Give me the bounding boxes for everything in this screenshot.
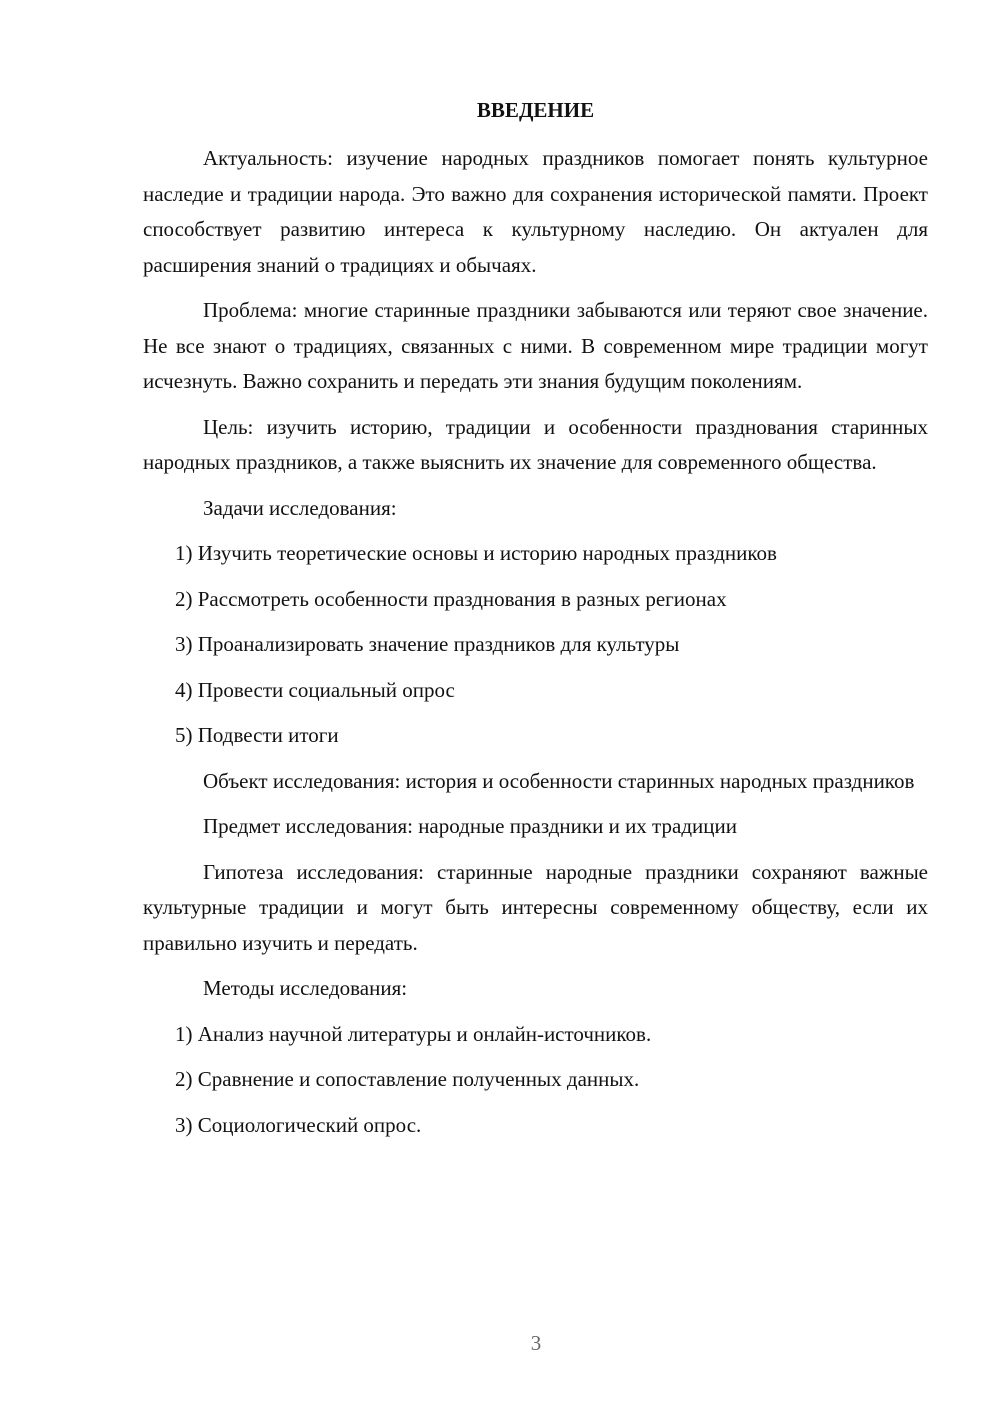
goal-paragraph: Цель: изучить историю, традиции и особенности празднования старинных народных праздников, а также выяснить их значение для современного общества. [143,414,928,474]
method-item: 3) Социологический опрос. [175,1112,422,1137]
tasks-heading: Задачи исследования: [203,495,397,520]
methods-list [143,1017,928,1144]
task-item: 1) Изучить теоретические основы и историю народных праздников [175,541,777,565]
hypothesis-paragraph: Гипотеза исследования: старинные народные праздники сохраняют важные культурные традиции и могут быть интересны современному обществу, если их правильно изучить и передать. [143,859,928,955]
task-item: 2) Рассмотреть особенности празднования в разных регионах [175,586,727,611]
object-paragraph: Объект исследования: история и особенности старинных народных праздников [203,768,915,793]
task-item: 5) Подвести итоги [175,723,339,747]
page-number: 3 [530,1331,542,1355]
task-item: 4) Провести социальный опрос [175,677,455,702]
method-item: 1) Анализ научной литературы и онлайн-источников. [175,1021,652,1046]
task-item: 3) Проанализировать значение праздников для культуры [175,632,680,656]
problem-paragraph: Проблема: многие старинные праздники забываются или теряют свое значение. Не все знают о традициях, связанных с ними. В современном мире традиции могут исчезнуть. Важно сохранить и передать эти знания будущим поколениям. [143,298,928,393]
page-content [143,93,928,1153]
subject-paragraph: Предмет исследования: народные праздники и их традиции [203,814,737,838]
page-title: ВВЕДЕНИЕ [476,98,595,122]
methods-heading: Методы исследования: [203,976,408,1000]
method-item: 2) Сравнение и сопоставление полученных данных. [175,1067,640,1091]
relevance-paragraph: Актуальность: изучение народных праздников помогает понять культурное наследие и традиции народа. Это важно для сохранения исторической памяти. Проект способствует развитию интереса к культурному наследию. Он актуален для расширения знаний о традициях и обычаях. [143,146,928,277]
tasks-list [143,536,928,754]
